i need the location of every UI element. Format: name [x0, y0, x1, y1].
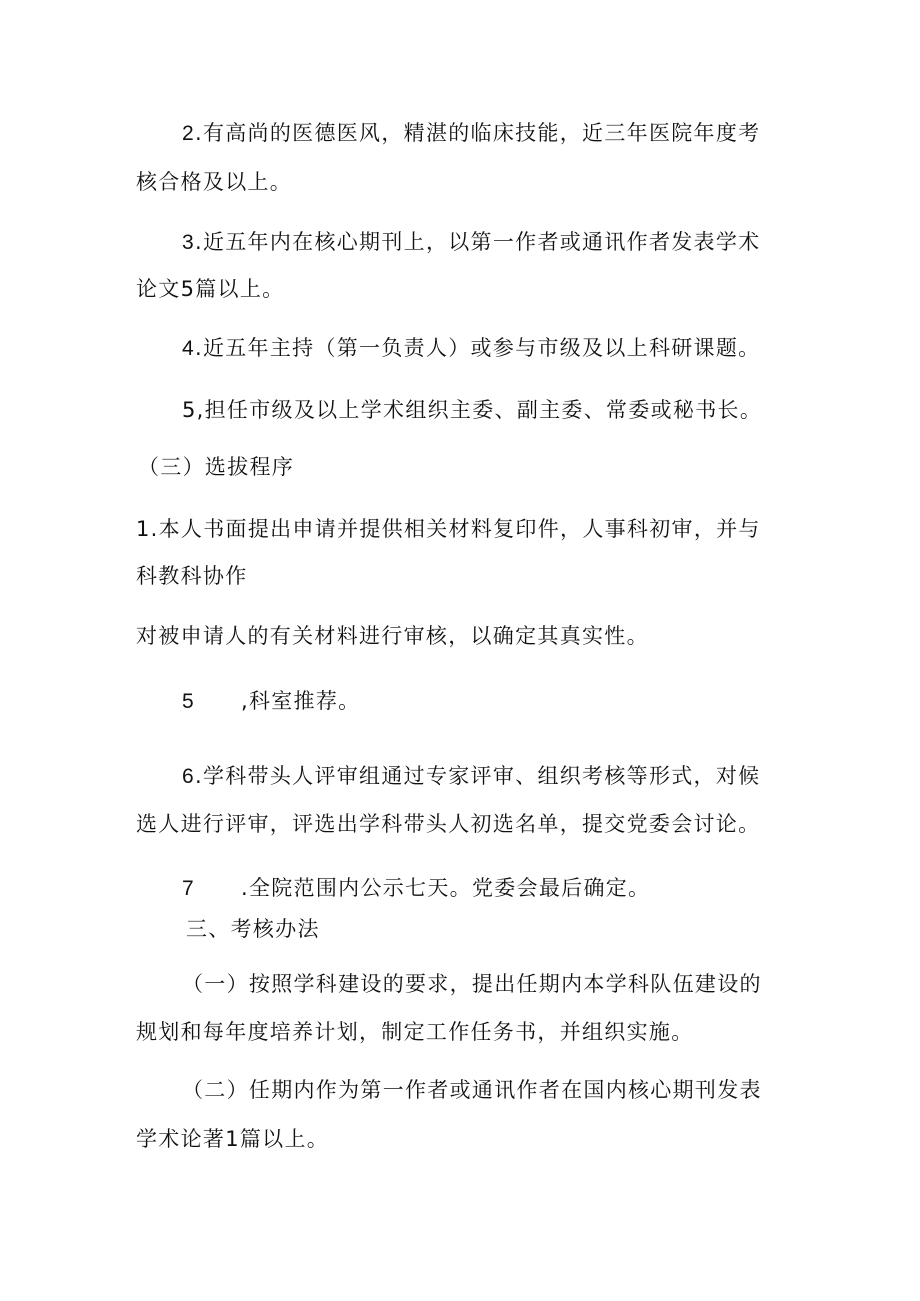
procedure-1-line-2: 科教科协作 [136, 564, 248, 588]
criterion-2-line-2: 核合格及以上。 [136, 170, 293, 194]
assessment-2-line-2: 学术论著1篇以上。 [136, 1127, 330, 1151]
criterion-2-number: 2 [182, 122, 195, 145]
criterion-5-line-1: 5,担任市级及以上学术组织主委、副主委、常委或秘书长。 [182, 398, 763, 422]
criterion-2-line-1: 2.有高尚的医德医风，精湛的临床技能，近三年医院年度考 [182, 121, 761, 145]
assessment-1-line-1: （一）按照学科建设的要求，提出任期内本学科队伍建设的 [182, 972, 762, 996]
procedure-1-line-1: 1.本人书面提出申请并提供相关材料复印件，人事科初审，并与 [136, 517, 761, 541]
procedure-6-number: 6 [182, 765, 195, 788]
assessment-2-line-1: （二）任期内作为第一作者或通讯作者在国内核心期刊发表 [182, 1078, 762, 1102]
criterion-4-number: 4 [182, 337, 195, 360]
procedure-6-line-1: 6.学科带头人评审组通过专家评审、组织考核等形式，对候 [182, 764, 761, 788]
criterion-3-number: 3 [182, 231, 195, 254]
procedure-1-line-3: 对被申请人的有关材料进行审核，以确定其真实性。 [136, 624, 649, 648]
criterion-3-line-2: 论文5篇以上。 [136, 277, 285, 301]
criterion-4-line-1: 4.近五年主持（第一负责人）或参与市级及以上科研课题。 [182, 336, 761, 360]
procedure-5-number: 5 [182, 690, 195, 713]
procedure-7-number: 7 [182, 877, 195, 900]
criterion-3-line-1: 3.近五年内在核心期刊上，以第一作者或通讯作者发表学术 [182, 230, 761, 254]
section-heading-selection-procedure: （三）选拔程序 [138, 455, 295, 479]
procedure-6-line-2: 选人进行评审，评选出学科带头人初选名单，提交党委会讨论。 [136, 812, 761, 836]
procedure-7-line: 7 .全院范围内公示七天。党委会最后确定。 [182, 876, 651, 900]
assessment-1-line-2: 规划和每年度培养计划，制定工作任务书，并组织实施。 [136, 1020, 694, 1044]
procedure-5-line: 5 ,科室推荐。 [182, 689, 361, 713]
section-heading-assessment-methods: 三、考核办法 [186, 917, 320, 941]
